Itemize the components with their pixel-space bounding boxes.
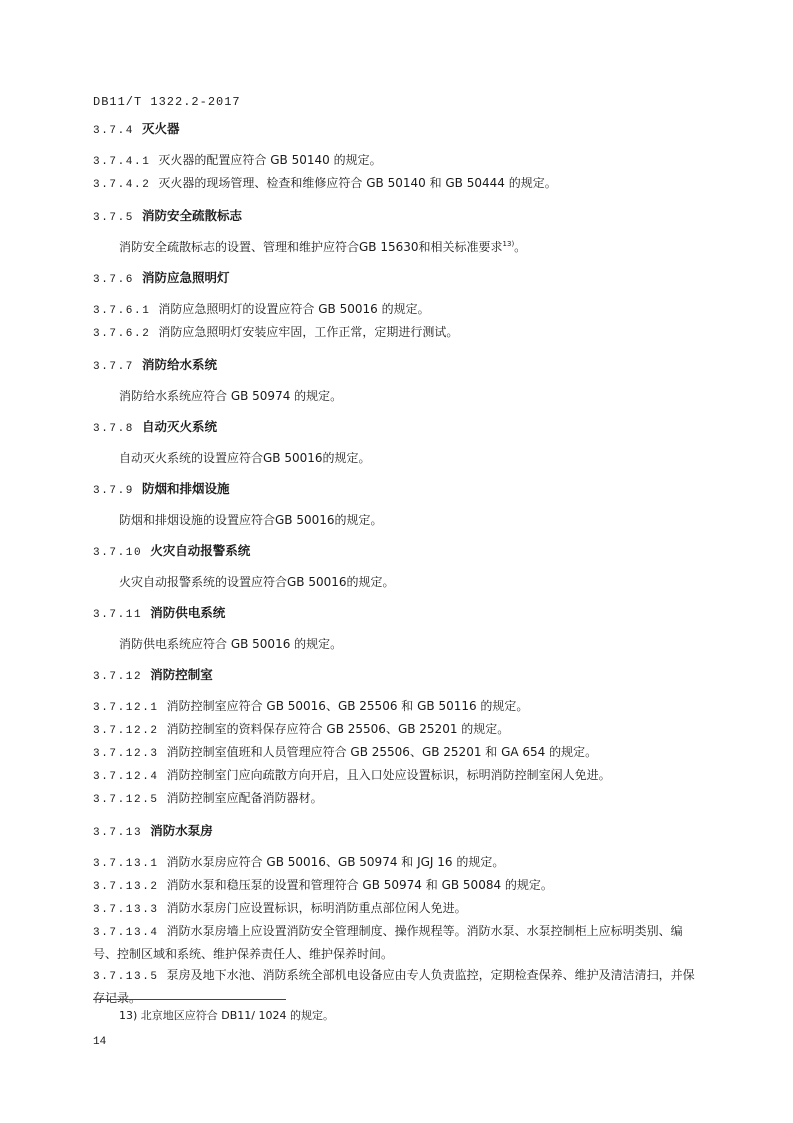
clause-text: 消防水泵房应符合 GB 50016、GB 50974 和 JGJ 16 的规定。 xyxy=(166,855,505,869)
clause-number: 3.7.13.3 xyxy=(93,904,159,916)
section-heading xyxy=(93,478,705,502)
section-number: 3.7.4 xyxy=(93,125,135,137)
clause-text: 消防水泵房门应设置标识，标明消防重点部位闲人免进。 xyxy=(166,901,467,915)
section-heading xyxy=(93,820,705,844)
clause-number: 3.7.12.2 xyxy=(93,725,159,737)
section-title: 消防安全疏散标志 xyxy=(142,208,243,223)
section-title: 消防控制室 xyxy=(150,667,213,682)
paragraph-text: 消防供电系统应符合 GB 50016 的规定。 xyxy=(119,637,343,651)
clause-number: 3.7.12.3 xyxy=(93,748,159,760)
clause xyxy=(93,852,705,875)
section-heading xyxy=(93,118,705,142)
clause-text: 灭火器的配置应符合 GB 50140 的规定。 xyxy=(158,153,382,167)
clause-text: 泵房及地下水池、消防系统全部机电设备应由专人负责监控，定期检查保养、维护及清洁清扫，并保存记录。 xyxy=(93,968,695,1005)
clause xyxy=(93,696,705,719)
footnote: 13) 北京地区应符合 DB11/ 1024 的规定。 xyxy=(119,1009,334,1022)
clause-text: 消防应急照明灯安装应牢固，工作正常，定期进行测试。 xyxy=(158,325,459,339)
clause xyxy=(93,921,705,965)
clause xyxy=(93,173,705,196)
clause-text: 消防控制室值班和人员管理应符合 GB 25506、GB 25201 和 GA 654 的规定。 xyxy=(166,745,598,759)
clause-list xyxy=(93,150,705,196)
clause-text: 消防控制室应配备消防器材。 xyxy=(166,791,323,805)
document-body xyxy=(93,118,705,1009)
section-paragraph xyxy=(93,448,705,469)
clause-list xyxy=(93,696,705,811)
section-heading xyxy=(93,267,705,291)
paragraph-text: 消防安全疏散标志的设置、管理和维护应符合GB 15630和相关标准要求 xyxy=(119,240,503,254)
clause-text: 消防应急照明灯的设置应符合 GB 50016 的规定。 xyxy=(158,302,430,316)
clause xyxy=(93,742,705,765)
clause xyxy=(93,965,705,1009)
section-number: 3.7.9 xyxy=(93,485,135,497)
paragraph-text: 火灾自动报警系统的设置应符合GB 50016的规定。 xyxy=(119,575,395,589)
section-number: 3.7.8 xyxy=(93,423,135,435)
clause xyxy=(93,322,705,345)
footnote-divider xyxy=(93,999,286,1000)
clause-number: 3.7.6.1 xyxy=(93,305,151,317)
paragraph-end: 。 xyxy=(514,240,527,254)
section-paragraph xyxy=(93,634,705,655)
clause-number: 3.7.13.2 xyxy=(93,881,159,893)
section-number: 3.7.13 xyxy=(93,827,143,839)
clause-text: 消防水泵和稳压泵的设置和管理符合 GB 50974 和 GB 50084 的规定。 xyxy=(166,878,553,892)
section-paragraph xyxy=(93,510,705,531)
document-code: DB11/T 1322.2-2017 xyxy=(93,95,241,109)
clause-number: 3.7.12.5 xyxy=(93,794,159,806)
clause xyxy=(93,765,705,788)
section-paragraph xyxy=(93,572,705,593)
clause-number: 3.7.4.1 xyxy=(93,156,151,168)
section-number: 3.7.5 xyxy=(93,212,135,224)
section-title: 灭火器 xyxy=(142,121,180,136)
section-heading xyxy=(93,540,705,564)
clause-number: 3.7.4.2 xyxy=(93,179,151,191)
section-number: 3.7.7 xyxy=(93,361,135,373)
clause xyxy=(93,788,705,811)
section-number: 3.7.10 xyxy=(93,547,143,559)
clause-number: 3.7.13.5 xyxy=(93,971,159,983)
section-number: 3.7.11 xyxy=(93,609,143,621)
footnote-reference: 13) xyxy=(502,240,515,248)
clause-text: 消防控制室应符合 GB 50016、GB 25506 和 GB 50116 的规定。 xyxy=(166,699,529,713)
clause-text: 消防控制室门应向疏散方向开启，且入口处应设置标识，标明消防控制室闲人免进。 xyxy=(166,768,611,782)
clause xyxy=(93,150,705,173)
section-title: 消防给水系统 xyxy=(142,357,218,372)
section-heading xyxy=(93,602,705,626)
clause-text: 消防水泵房墙上应设置消防安全管理制度、操作规程等。消防水泵、水泵控制柜上应标明类别、编号、控制区域和系统、维护保养责任人、维护保养时间。 xyxy=(93,924,683,961)
clause-number: 3.7.13.4 xyxy=(93,927,159,939)
clause-text: 消防控制室的资料保存应符合 GB 25506、GB 25201 的规定。 xyxy=(166,722,510,736)
clause-list xyxy=(93,852,705,1009)
paragraph-text: 消防给水系统应符合 GB 50974 的规定。 xyxy=(119,389,343,403)
clause xyxy=(93,898,705,921)
section-heading xyxy=(93,664,705,688)
section-heading xyxy=(93,416,705,440)
page-number: 14 xyxy=(93,1036,107,1048)
clause-text: 灭火器的现场管理、检查和维修应符合 GB 50140 和 GB 50444 的规定。 xyxy=(158,176,557,190)
paragraph-text: 防烟和排烟设施的设置应符合GB 50016的规定。 xyxy=(119,513,383,527)
section-title: 消防水泵房 xyxy=(150,823,213,838)
section-paragraph xyxy=(93,386,705,407)
clause xyxy=(93,299,705,322)
clause-number: 3.7.13.1 xyxy=(93,858,159,870)
clause-number: 3.7.6.2 xyxy=(93,328,151,340)
clause xyxy=(93,875,705,898)
section-number: 3.7.12 xyxy=(93,671,143,683)
clause-number: 3.7.12.1 xyxy=(93,702,159,714)
section-title: 消防应急照明灯 xyxy=(142,270,230,285)
section-title: 自动灭火系统 xyxy=(142,419,218,434)
paragraph-text: 自动灭火系统的设置应符合GB 50016的规定。 xyxy=(119,451,371,465)
section-number: 3.7.6 xyxy=(93,274,135,286)
clause-list xyxy=(93,299,705,345)
section-heading xyxy=(93,205,705,229)
clause xyxy=(93,719,705,742)
section-paragraph xyxy=(93,237,705,258)
section-title: 防烟和排烟设施 xyxy=(142,481,230,496)
section-heading xyxy=(93,354,705,378)
clause-number: 3.7.12.4 xyxy=(93,771,159,783)
section-title: 火灾自动报警系统 xyxy=(150,543,251,558)
section-title: 消防供电系统 xyxy=(150,605,226,620)
